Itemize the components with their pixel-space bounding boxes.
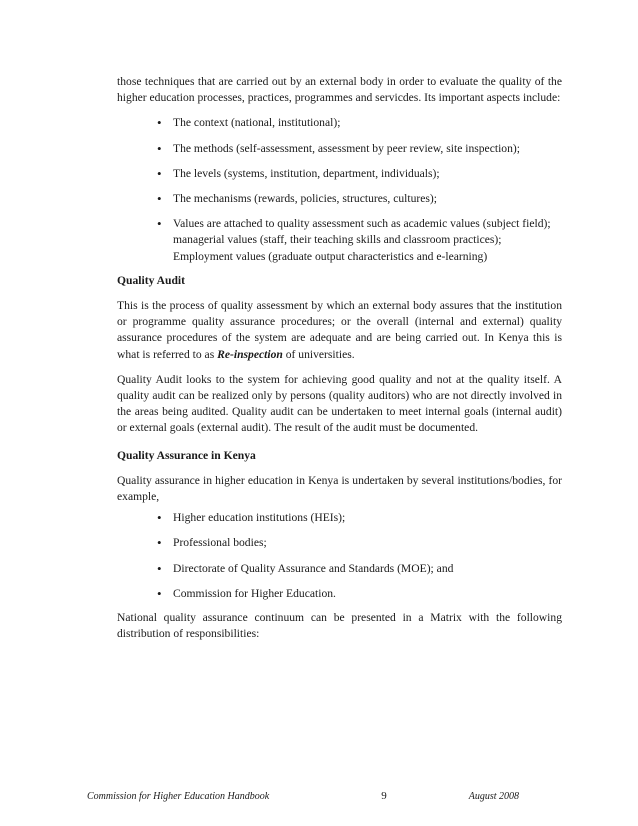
bullet-icon: • [157, 535, 162, 551]
list-item-text: Directorate of Quality Assurance and Standards (MOE); and [173, 561, 454, 575]
page-body [117, 74, 562, 642]
list-item-text: The context (national, institutional); [173, 116, 341, 130]
paragraph-text: of universities. [282, 347, 355, 361]
page-number: 9 [381, 790, 387, 802]
list-item-text: The methods (self-assessment, assessment by peer review, site inspection); [173, 141, 520, 155]
list-item-text: Professional bodies; [173, 536, 267, 550]
bullet-icon: • [157, 140, 162, 156]
quality-audit-paragraph-1 [117, 298, 562, 363]
list-item [117, 115, 562, 131]
list-item [117, 535, 562, 551]
footer-title: Commission for Higher Education Handbook [87, 791, 270, 802]
list-item [117, 141, 562, 157]
kenya-paragraph-2: National quality assurance continuum can be presented in a Matrix with the following distribution of responsibilities: [117, 611, 562, 641]
paragraph-text: This is the process of quality assessment by which an external body assures that the institution or programme quality assurance procedures; or the overall (internal and external) quality assurance procedures of the system are adequate and are being carried out. In Kenya this is what is referred to as [117, 299, 562, 361]
bullet-icon: • [157, 165, 162, 181]
list-item-text: The mechanisms (rewards, policies, structures, cultures); [173, 192, 437, 206]
quality-audit-paragraph-2: Quality Audit looks to the system for achieving good quality and not at the quality itself. A quality audit can be realized only by persons (quality auditors) who are not directly involved in the areas being audited. Quality audit can be undertaken to meet internal goals (internal audit) or external goals (external audit). The result of the audit must be documented. [117, 372, 562, 435]
list-item [117, 586, 562, 602]
re-inspection-emphasis: Re-inspection [217, 347, 283, 361]
bullet-icon: • [157, 585, 162, 601]
quality-assurance-kenya-heading: Quality Assurance in Kenya [117, 448, 256, 462]
footer-date: August 2008 [468, 791, 519, 802]
list-item-text: Higher education institutions (HEIs); [173, 511, 346, 525]
list-item-text: Commission for Higher Education. [173, 586, 336, 600]
list-item-text: The levels (systems, institution, department, individuals); [173, 166, 440, 180]
quality-audit-heading: Quality Audit [117, 273, 185, 287]
bullet-icon: • [157, 560, 162, 576]
bodies-list [117, 510, 562, 602]
list-item [117, 510, 562, 526]
list-item-text: Values are attached to quality assessment such as academic values (subject field); managerial values (staff, their teaching skills and classroom practices); Employment values (graduate output characteristics and e-learning) [173, 217, 551, 263]
list-item [117, 216, 562, 265]
bullet-icon: • [157, 115, 162, 131]
list-item [117, 561, 562, 577]
kenya-paragraph-1: Quality assurance in higher education in Kenya is undertaken by several institutions/bodies, for example, [117, 473, 562, 504]
list-item [117, 191, 562, 207]
bullet-icon: • [157, 191, 162, 207]
intro-paragraph: those techniques that are carried out by an external body in order to evaluate the quality of the higher education processes, practices, programmes and servicdes. Its important aspects include: [117, 75, 562, 105]
bullet-icon: • [157, 510, 162, 526]
page-footer [87, 790, 519, 802]
aspects-list [117, 115, 562, 264]
bullet-icon: • [157, 216, 162, 232]
list-item [117, 166, 562, 182]
